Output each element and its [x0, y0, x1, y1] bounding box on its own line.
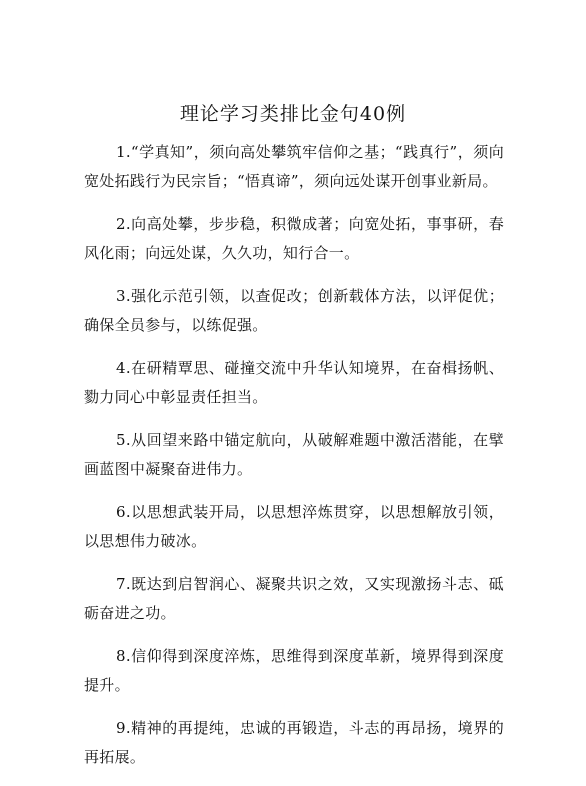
paragraph-1: 1.“学真知”，须向高处攀筑牢信仰之基；“践真行”，须向宽处拓践行为民宗旨；“悟真谛”，须向远处谋开创事业新局。 — [84, 143, 504, 190]
paragraph-5: 5.从回望来路中锚定航向，从破解难题中激活潜能，在擘画蓝图中凝聚奋进伟力。 — [84, 431, 504, 478]
document-title: 理论学习类排比金句40例 — [179, 103, 407, 125]
paragraph-7: 7.既达到启智润心、凝聚共识之效，又实现激扬斗志、砥砺奋进之功。 — [84, 575, 504, 622]
paragraph-2: 2.向高处攀，步步稳，积微成著；向宽处拓，事事研，春风化雨；向远处谋，久久功，知行合一。 — [84, 215, 504, 262]
paragraph-4: 4.在研精覃思、碰撞交流中升华认知境界，在奋楫扬帆、勠力同心中彰显责任担当。 — [84, 359, 504, 406]
paragraph-8: 8.信仰得到深度淬炼，思维得到深度革新，境界得到深度提升。 — [84, 647, 504, 694]
paragraph-list — [84, 138, 504, 786]
paragraph-6: 6.以思想武装开局，以思想淬炼贯穿，以思想解放引领，以思想伟力破冰。 — [84, 503, 504, 550]
paragraph-3: 3.强化示范引领，以查促改；创新载体方法，以评促优；确保全员参与，以练促强。 — [84, 287, 504, 334]
paragraph-9: 9.精神的再提纯，忠诚的再锻造，斗志的再昂扬，境界的再拓展。 — [84, 719, 504, 766]
